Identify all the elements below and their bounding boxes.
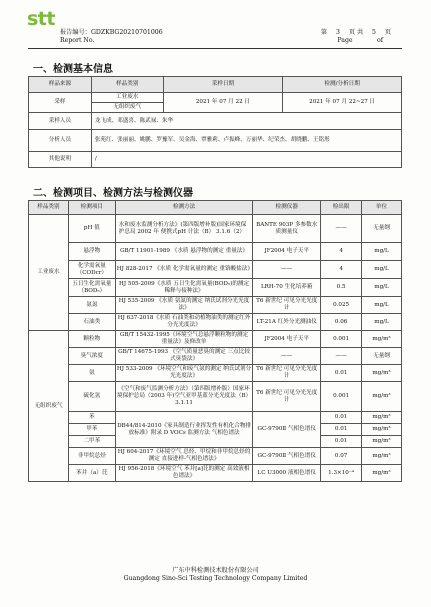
row-label: 其他说明 xyxy=(29,152,92,168)
instrument-cell: GC-9790Ⅱ 气相色谱仪 xyxy=(253,448,321,465)
instrument-cell: —— xyxy=(253,261,321,279)
method-cell: HJ 505-2009《水质 五日生化需氧量(BOD₅)的测定 稀释与接种法》 xyxy=(115,279,253,297)
unit-cell: mg/m³ xyxy=(362,436,402,448)
unit-cell: mg/m³ xyxy=(362,465,402,482)
limit-cell: 4 xyxy=(321,261,362,279)
unit-cell: mg/m³ xyxy=(362,424,402,436)
instrument-cell: JF2004 电子天平 xyxy=(253,331,321,348)
methods-table xyxy=(28,200,402,482)
item-cell: 臭气浓度 xyxy=(68,348,115,365)
page-indicator: 第 3 页 共 5 页 Page of xyxy=(320,29,392,44)
instrument-cell: T6 新世纪 可见分光光度计 xyxy=(253,365,321,382)
unit-cell: mg/L xyxy=(362,243,402,261)
limit-cell: 0.01 xyxy=(321,365,362,382)
row-label: 分析人员 xyxy=(29,130,92,152)
unit-cell: mg/L xyxy=(362,261,402,279)
method-cell: GB/T 11901-1989 《水质 悬浮物的测定 重量法》 xyxy=(115,243,253,261)
instrument-cell: T6 新世纪 可见分光光度计 xyxy=(253,297,321,314)
limit-cell: —— xyxy=(321,215,362,243)
sample-category: 工业废水 xyxy=(91,93,163,103)
category-cell: 无组织废气 xyxy=(29,331,69,482)
method-cell: HJ 533-2009 《环境空气和废气氨的测定 纳氏试剂分光光度法》 xyxy=(115,365,253,382)
header-cell: 样品来源 xyxy=(29,77,92,93)
section1-title: 一、检测基本信息 xyxy=(33,64,113,75)
header-divider xyxy=(28,48,402,49)
limit-cell: 1.3×10⁻⁴ xyxy=(321,465,362,482)
header-cell: 检测项目 xyxy=(68,201,115,215)
unit-cell: mg/m³ xyxy=(362,365,402,382)
row-label: 采样 xyxy=(29,93,92,113)
limit-cell: 0.01 xyxy=(321,436,362,448)
item-cell: 苯 xyxy=(68,412,115,424)
company-logo: stt xyxy=(27,8,55,30)
method-cell: HJ 956-2018《环境空气 苯并[a]芘的测定 高效液相色谱法》 xyxy=(115,465,253,482)
company-name-en: Guangdong Sino-Sci Testing Technology Company Limited xyxy=(123,575,308,582)
company-name-cn: 广东中科检测技术股份有限公司 xyxy=(172,567,259,574)
method-cell: GB/T 14675-1993 《空气质量恶臭的测定 三点比较式臭袋法》 xyxy=(115,348,253,365)
limit-cell: 0.01 xyxy=(321,412,362,424)
method-cell: HJ 535-2009 《水质 氨氮的测定 纳氏试剂分光光度法》 xyxy=(115,297,253,314)
method-cell: HJ 604-2017《环境空气 总烃、甲烷和非甲烷总烃的测定 直接进样-气相色谱法》 xyxy=(115,448,253,465)
method-cell: HJ 828-2017 《水质 化学需氧量的测定 重铬酸盐法》 xyxy=(115,261,253,279)
unit-cell: mg/L xyxy=(362,279,402,297)
instrument-cell: LRH-70 生化培养箱 xyxy=(253,279,321,297)
limit-cell: 0.07 xyxy=(321,448,362,465)
limit-cell: 0.01 xyxy=(321,424,362,436)
item-cell: 化学需氧量（CODcr） xyxy=(68,261,115,279)
item-cell: 非甲烷总烃 xyxy=(68,448,115,465)
instrument-cell: JF2004 电子天平 xyxy=(253,243,321,261)
method-cell: 水和废水监测分析方法》(第四版增补版)国家环境保护总局 2002 年 便携式pH 计法（B） 3.1.6（2） xyxy=(115,215,253,243)
unit-cell: mg/m³ xyxy=(362,448,402,465)
instrument-cell: BANTE 903P 多参数水质测量仪 xyxy=(253,215,321,243)
header-cell: 单位 xyxy=(362,201,402,215)
header-cell: 检测仪器 xyxy=(253,201,321,215)
instrument-cell: T6 新世纪 可见分光光度计 xyxy=(253,382,321,412)
item-cell: 氨氮 xyxy=(68,297,115,314)
sample-category: 无组织废气 xyxy=(91,103,163,113)
limit-cell: 0.025 xyxy=(321,297,362,314)
sample-date: 2021 年 07 月 22 日 xyxy=(163,93,283,113)
method-cell: 《空气和废气监测分析方法》（第四版增补版）国家环境保护总局（2003 年)空气亚甲基蓝分光光度法（B）3.1.11 xyxy=(115,382,253,412)
unit-cell: 无量纲 xyxy=(362,348,402,365)
instrument-cell: LT-21A 红外分光测油仪 xyxy=(253,314,321,331)
item-cell: 悬浮物 xyxy=(68,243,115,261)
test-date: 2021 年 07 月 22~27 日 xyxy=(283,93,402,113)
report-number: 报告编号：GDZKBG20210701006 Report No. xyxy=(60,29,163,44)
item-cell: 石油类 xyxy=(68,314,115,331)
category-cell: 工业废水 xyxy=(29,215,69,331)
item-cell: 苯并（a）芘 xyxy=(68,465,115,482)
header-cell: 检出限 xyxy=(321,201,362,215)
sampler-names: 龙飞成、邓盛喜、陈武禄、朱华 xyxy=(91,113,401,130)
limit-cell: 0.001 xyxy=(321,382,362,412)
item-cell: 五日生化需氧量（BOD₅） xyxy=(68,279,115,297)
header-cell: 检测/分析日期 xyxy=(283,77,402,93)
instrument-cell: GC-9790Ⅱ 气相色谱仪 xyxy=(253,412,321,448)
method-cell: HJ 637-2018《水质 石油类和动植物油类的测定红外分光光度法》 xyxy=(115,314,253,331)
instrument-cell: LC U3000 液相色谱仪 xyxy=(253,465,321,482)
unit-cell: 无量纲 xyxy=(362,215,402,243)
item-cell: 甲苯 xyxy=(68,424,115,436)
limit-cell: 0.06 xyxy=(321,314,362,331)
item-cell: 二甲苯 xyxy=(68,436,115,448)
limit-cell: —— xyxy=(321,348,362,365)
item-cell: 氨 xyxy=(68,365,115,382)
method-cell: DB44/814-2010《家具制造行业挥发性有机化合物排放标准》附录 D VOCs 监测方法 气相色谱法 xyxy=(115,412,253,448)
limit-cell: 0.001 xyxy=(321,331,362,348)
basic-info-table xyxy=(28,76,402,168)
unit-cell: mg/L xyxy=(362,314,402,331)
unit-cell: mg/m³ xyxy=(362,382,402,412)
row-label: 采样人员 xyxy=(29,113,92,130)
limit-cell: 0.5 xyxy=(321,279,362,297)
unit-cell: mg/L xyxy=(362,297,402,314)
item-cell: 颗粒物 xyxy=(68,331,115,348)
item-cell: 硫化氢 xyxy=(68,382,115,412)
unit-cell: mg/m³ xyxy=(362,331,402,348)
method-cell: GB/T 15432-1995《环境空气总悬浮颗粒物的测定 重量法》及修改单 xyxy=(115,331,253,348)
section2-title: 二、检测项目、检测方法与检测仪器 xyxy=(33,188,193,199)
instrument-cell: —— xyxy=(253,348,321,365)
header-cell: 采样日期 xyxy=(163,77,283,93)
header-cell: 检测方法 xyxy=(115,201,253,215)
header-cell: 样品类别 xyxy=(91,77,163,93)
item-cell: pH 值 xyxy=(68,215,115,243)
limit-cell: 4 xyxy=(321,243,362,261)
header-cell: 样品类别 xyxy=(29,201,69,215)
analyst-names: 张苑红、张丽丽、姚鹏、罗豫军、吴金海、覃雅莉、卢振峰、万丽华、纪荣杰、胡晓鹏、王铭彤 xyxy=(91,130,401,152)
other-notes: / xyxy=(91,152,401,168)
unit-cell: mg/m³ xyxy=(362,412,402,424)
